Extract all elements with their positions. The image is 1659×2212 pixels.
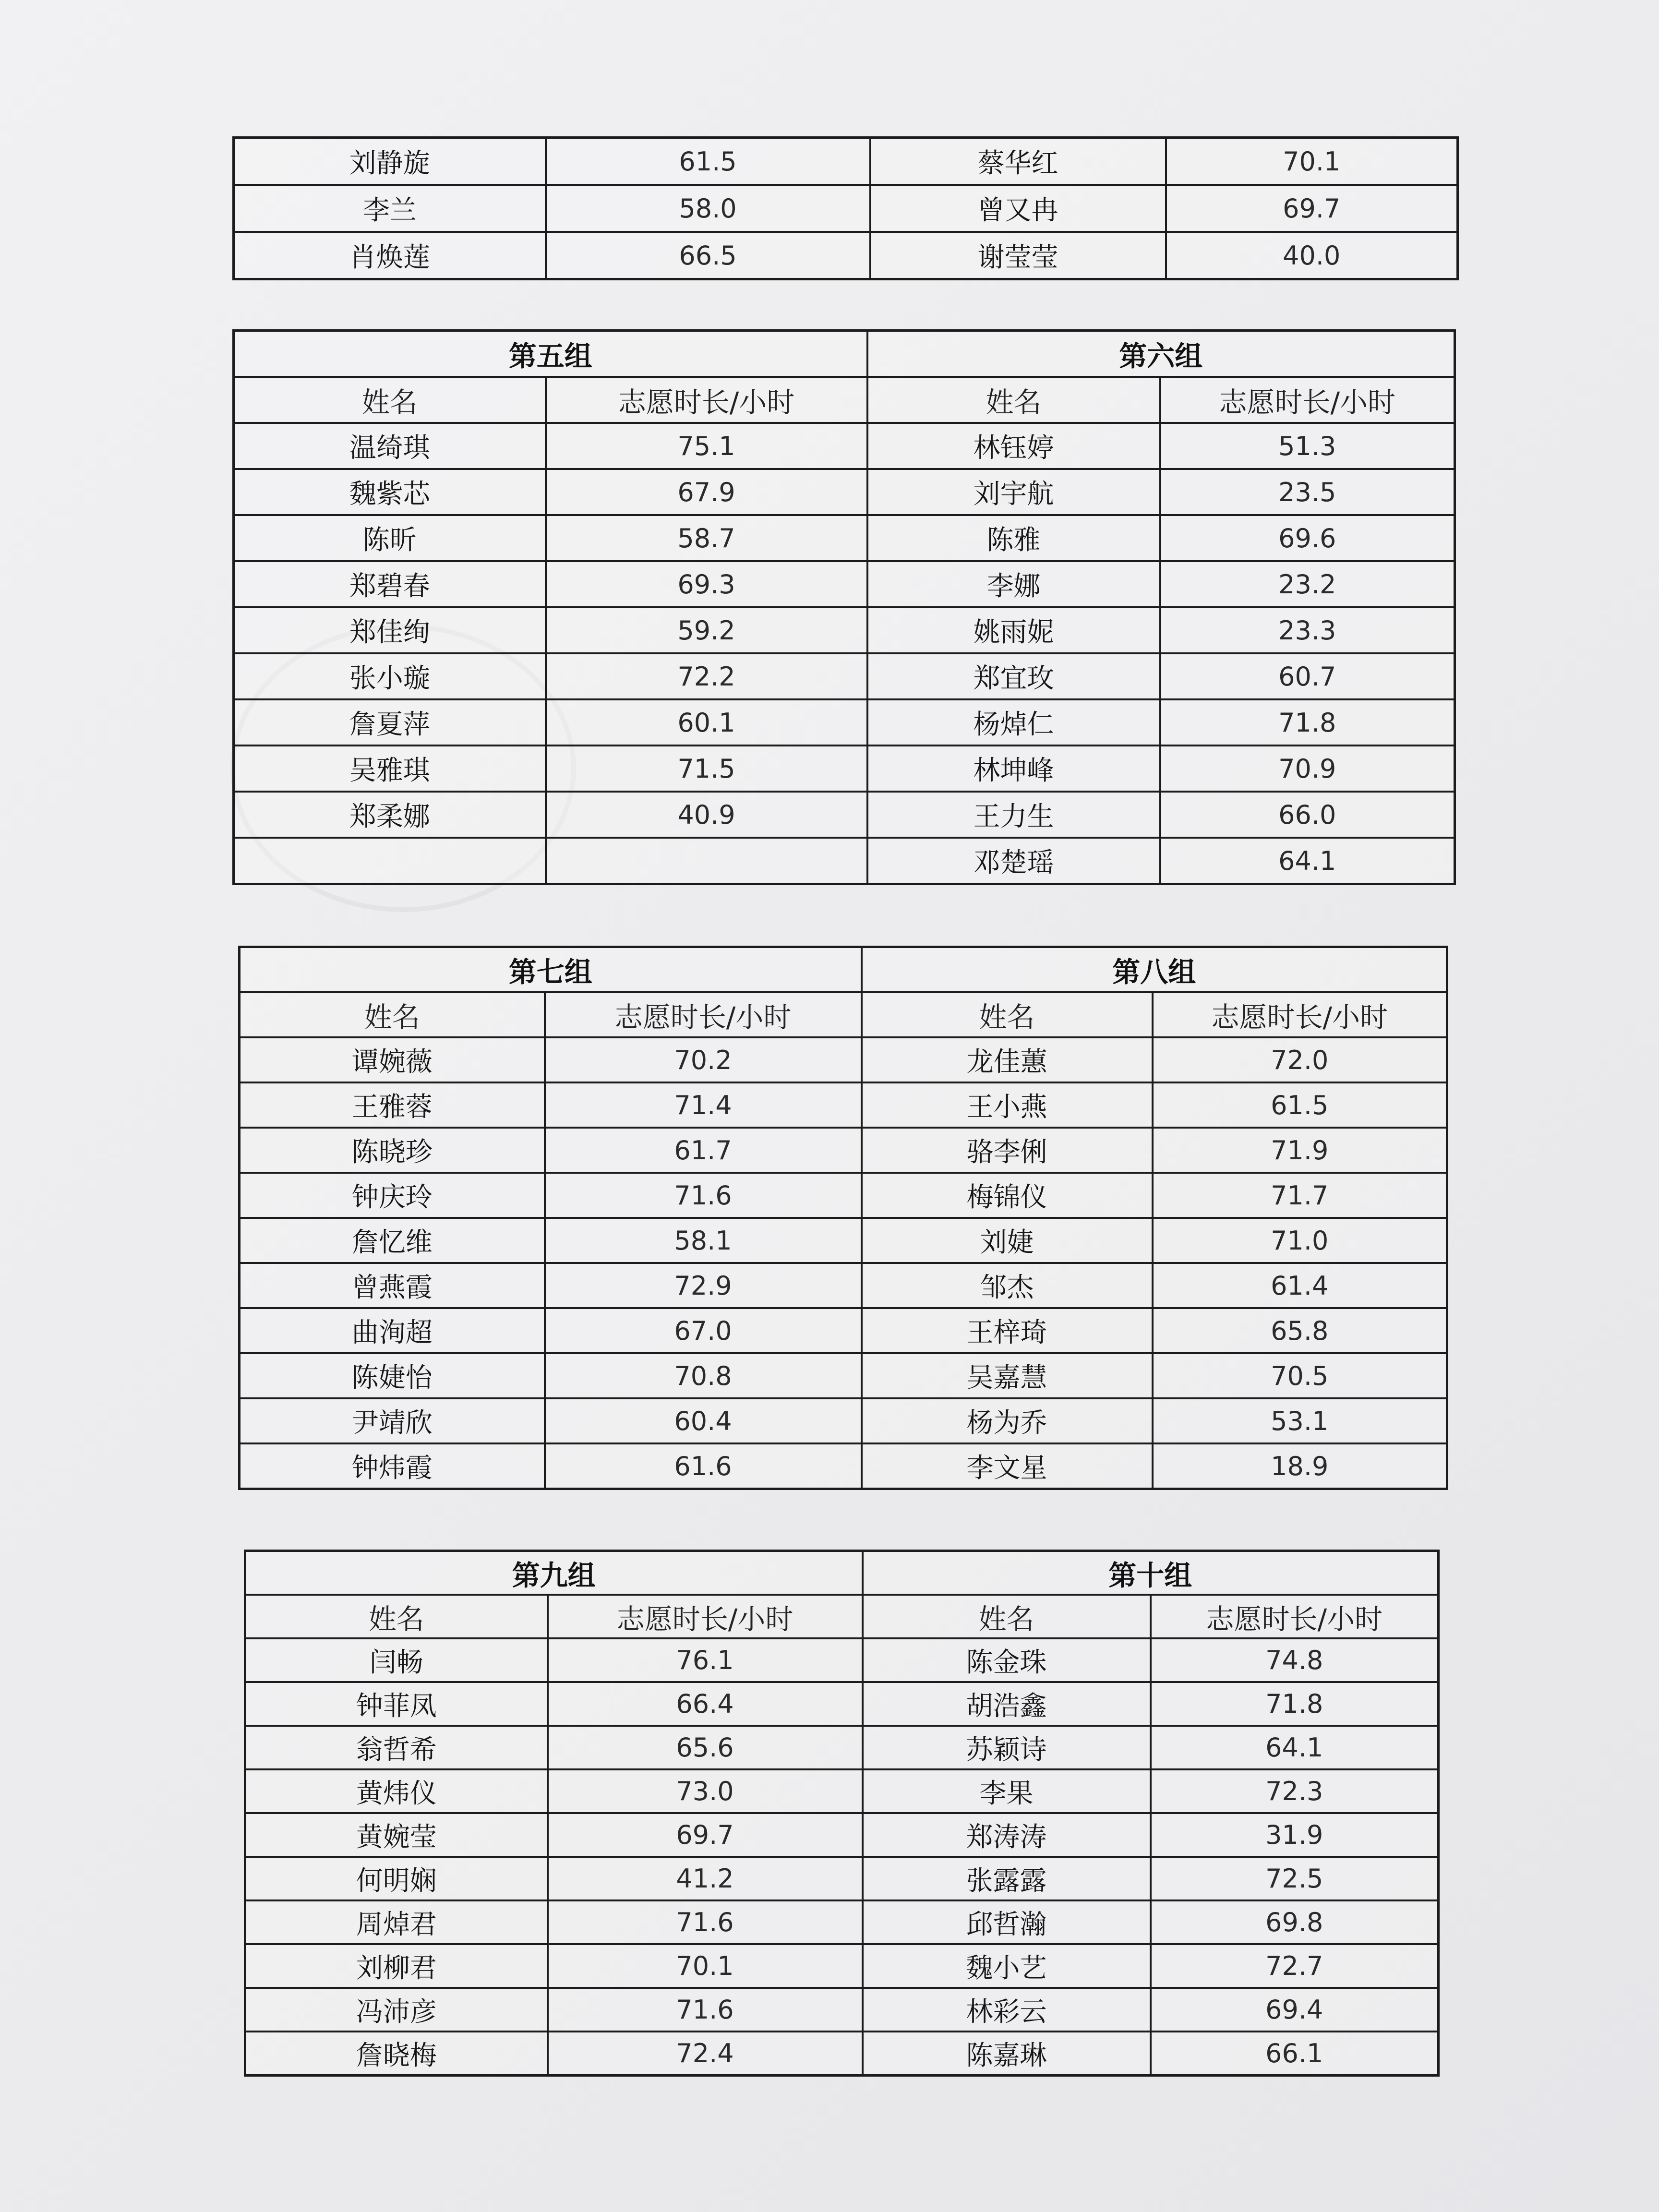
hours-value-cell: 61.4: [1153, 1263, 1447, 1308]
member-name-cell: 陈昕: [234, 515, 546, 561]
hours-value-cell: 66.5: [546, 232, 870, 279]
hours-value-cell: 61.5: [1153, 1082, 1447, 1128]
hours-value-cell: 58.1: [545, 1218, 862, 1263]
member-name-cell: 钟菲凤: [245, 1682, 548, 1726]
table-continuation: [232, 136, 1459, 280]
hours-value-cell: 69.4: [1151, 1988, 1439, 2032]
hours-value-cell: 71.0: [1153, 1218, 1447, 1263]
hours-value-cell: 67.9: [546, 469, 867, 515]
member-name-cell: 刘柳君: [245, 1944, 548, 1988]
member-name-cell: 黄炜仪: [245, 1769, 548, 1813]
table-row: [240, 1218, 1447, 1263]
member-name-cell: 魏紫芯: [234, 469, 546, 515]
member-name-cell: 温绮琪: [234, 423, 546, 469]
member-name-cell: 郑碧春: [234, 561, 546, 607]
hours-value-cell: 70.1: [548, 1944, 863, 1988]
member-name-cell: 林钰婷: [867, 423, 1160, 469]
hours-value-cell: 76.1: [548, 1638, 863, 1682]
member-name-cell: 王小燕: [862, 1082, 1153, 1128]
table-row: [234, 607, 1455, 653]
hours-value-cell: 69.7: [1166, 185, 1458, 232]
member-name-cell: 杨焯仁: [867, 699, 1160, 745]
hours-value-cell: 64.1: [1160, 838, 1455, 884]
hours-value-cell: 41.2: [548, 1857, 863, 1900]
member-name-cell: 吴雅琪: [234, 745, 546, 792]
hours-value-cell: 40.9: [546, 792, 867, 838]
member-name-cell: 郑佳绚: [234, 607, 546, 653]
hours-value-cell: 70.2: [545, 1037, 862, 1082]
group-header-row: [245, 1551, 1439, 1595]
table-row: [245, 1726, 1439, 1769]
column-header-name: 姓名: [245, 1595, 548, 1638]
hours-value-cell: 72.0: [1153, 1037, 1447, 1082]
table-row: [234, 185, 1458, 232]
member-name-cell: 陈雅: [867, 515, 1160, 561]
member-name-cell: 曾燕霞: [240, 1263, 545, 1308]
member-name-cell: 詹晓梅: [245, 2032, 548, 2076]
group-title-right: 第十组: [863, 1551, 1439, 1595]
hours-value-cell: 75.1: [546, 423, 867, 469]
table-row: [245, 1944, 1439, 1988]
hours-value-cell: 23.5: [1160, 469, 1455, 515]
column-header-name: 姓名: [863, 1595, 1151, 1638]
hours-value-cell: 61.5: [546, 138, 870, 185]
hours-value-cell: 72.5: [1151, 1857, 1439, 1900]
table-groups-7-8: [238, 946, 1448, 1490]
hours-value-cell: 71.6: [545, 1173, 862, 1218]
member-name-cell: 陈嘉琳: [863, 2032, 1151, 2076]
hours-value-cell: [546, 838, 867, 884]
member-name-cell: 魏小艺: [863, 1944, 1151, 1988]
member-name-cell: 李娜: [867, 561, 1160, 607]
table-row: [234, 423, 1455, 469]
hours-value-cell: 72.9: [545, 1263, 862, 1308]
hours-value-cell: 72.3: [1151, 1769, 1439, 1813]
member-name-cell: 邱哲瀚: [863, 1900, 1151, 1944]
member-name-cell: 胡浩鑫: [863, 1682, 1151, 1726]
member-name-cell: 陈婕怡: [240, 1353, 545, 1398]
member-name-cell: 林坤峰: [867, 745, 1160, 792]
hours-value-cell: 65.8: [1153, 1308, 1447, 1353]
hours-value-cell: 59.2: [546, 607, 867, 653]
hours-value-cell: 71.8: [1151, 1682, 1439, 1726]
column-header-name: 姓名: [867, 377, 1160, 423]
table-row: [240, 1128, 1447, 1173]
hours-value-cell: 71.5: [546, 745, 867, 792]
group-header-row: [240, 947, 1447, 993]
group-title-left: 第七组: [240, 947, 862, 993]
hours-value-cell: 66.0: [1160, 792, 1455, 838]
hours-value-cell: 74.8: [1151, 1638, 1439, 1682]
hours-value-cell: 71.4: [545, 1082, 862, 1128]
hours-value-cell: 60.7: [1160, 653, 1455, 699]
member-name-cell: 蔡华红: [870, 138, 1166, 185]
hours-value-cell: 61.6: [545, 1443, 862, 1489]
column-header-row: [245, 1595, 1439, 1638]
hours-value-cell: 72.7: [1151, 1944, 1439, 1988]
hours-value-cell: 71.9: [1153, 1128, 1447, 1173]
member-name-cell: 姚雨妮: [867, 607, 1160, 653]
hours-value-cell: 65.6: [548, 1726, 863, 1769]
table-row: [240, 1308, 1447, 1353]
member-name-cell: 冯沛彦: [245, 1988, 548, 2032]
member-name-cell: 何明娴: [245, 1857, 548, 1900]
member-name-cell: 郑柔娜: [234, 792, 546, 838]
table-row: [234, 838, 1455, 884]
member-name-cell: 邓楚瑶: [867, 838, 1160, 884]
hours-value-cell: 70.5: [1153, 1353, 1447, 1398]
member-name-cell: [234, 838, 546, 884]
group-title-left: 第五组: [234, 331, 867, 377]
member-name-cell: 詹夏萍: [234, 699, 546, 745]
member-name-cell: 钟庆玲: [240, 1173, 545, 1218]
member-name-cell: 刘静旋: [234, 138, 546, 185]
hours-value-cell: 66.4: [548, 1682, 863, 1726]
table-row: [234, 745, 1455, 792]
hours-value-cell: 67.0: [545, 1308, 862, 1353]
hours-value-cell: 58.7: [546, 515, 867, 561]
member-name-cell: 曲洵超: [240, 1308, 545, 1353]
hours-value-cell: 58.0: [546, 185, 870, 232]
member-name-cell: 李果: [863, 1769, 1151, 1813]
member-name-cell: 刘宇航: [867, 469, 1160, 515]
table-body: [234, 138, 1458, 279]
column-header-hours: 志愿时长/小时: [546, 377, 867, 423]
table-row: [245, 1638, 1439, 1682]
member-name-cell: 陈金珠: [863, 1638, 1151, 1682]
table-row: [234, 232, 1458, 279]
table-row: [245, 1769, 1439, 1813]
hours-value-cell: 18.9: [1153, 1443, 1447, 1489]
column-header-hours: 志愿时长/小时: [1151, 1595, 1439, 1638]
column-header-hours: 志愿时长/小时: [548, 1595, 863, 1638]
hours-value-cell: 72.4: [548, 2032, 863, 2076]
hours-value-cell: 23.2: [1160, 561, 1455, 607]
table-row: [245, 1813, 1439, 1857]
member-name-cell: 詹忆维: [240, 1218, 545, 1263]
member-name-cell: 肖焕莲: [234, 232, 546, 279]
table-row: [234, 469, 1455, 515]
member-name-cell: 谢莹莹: [870, 232, 1166, 279]
member-name-cell: 苏颖诗: [863, 1726, 1151, 1769]
member-name-cell: 张露露: [863, 1857, 1151, 1900]
table-row: [234, 792, 1455, 838]
member-name-cell: 郑涛涛: [863, 1813, 1151, 1857]
hours-value-cell: 71.6: [548, 1900, 863, 1944]
table-row: [245, 1682, 1439, 1726]
table-row: [234, 699, 1455, 745]
group-title-right: 第六组: [867, 331, 1455, 377]
table-row: [245, 1988, 1439, 2032]
table-body: [240, 1037, 1447, 1489]
column-header-hours: 志愿时长/小时: [1153, 992, 1447, 1037]
member-name-cell: 吴嘉慧: [862, 1353, 1153, 1398]
member-name-cell: 龙佳蕙: [862, 1037, 1153, 1082]
member-name-cell: 林彩云: [863, 1988, 1151, 2032]
hours-value-cell: 73.0: [548, 1769, 863, 1813]
table-row: [234, 138, 1458, 185]
table-body: [234, 423, 1455, 884]
table-row: [234, 653, 1455, 699]
member-name-cell: 王雅蓉: [240, 1082, 545, 1128]
member-name-cell: 陈晓珍: [240, 1128, 545, 1173]
hours-value-cell: 31.9: [1151, 1813, 1439, 1857]
table-row: [234, 561, 1455, 607]
table-row: [240, 1173, 1447, 1218]
hours-value-cell: 69.7: [548, 1813, 863, 1857]
member-name-cell: 钟炜霞: [240, 1443, 545, 1489]
column-header-hours: 志愿时长/小时: [545, 992, 862, 1037]
hours-value-cell: 40.0: [1166, 232, 1458, 279]
hours-value-cell: 23.3: [1160, 607, 1455, 653]
member-name-cell: 尹靖欣: [240, 1398, 545, 1443]
member-name-cell: 周焯君: [245, 1900, 548, 1944]
member-name-cell: 杨为乔: [862, 1398, 1153, 1443]
table-row: [234, 515, 1455, 561]
column-header-name: 姓名: [240, 992, 545, 1037]
hours-value-cell: 61.7: [545, 1128, 862, 1173]
table-row: [240, 1263, 1447, 1308]
hours-value-cell: 71.6: [548, 1988, 863, 2032]
group-title-right: 第八组: [862, 947, 1447, 993]
group-header-row: [234, 331, 1455, 377]
column-header-name: 姓名: [234, 377, 546, 423]
table-row: [245, 1900, 1439, 1944]
hours-value-cell: 64.1: [1151, 1726, 1439, 1769]
hours-value-cell: 71.8: [1160, 699, 1455, 745]
member-name-cell: 邹杰: [862, 1263, 1153, 1308]
column-header-row: [240, 992, 1447, 1037]
hours-value-cell: 70.9: [1160, 745, 1455, 792]
table-groups-9-10: [244, 1550, 1440, 2077]
member-name-cell: 刘婕: [862, 1218, 1153, 1263]
hours-value-cell: 53.1: [1153, 1398, 1447, 1443]
column-header-name: 姓名: [862, 992, 1153, 1037]
member-name-cell: 骆李俐: [862, 1128, 1153, 1173]
column-header-hours: 志愿时长/小时: [1160, 377, 1455, 423]
table-row: [240, 1398, 1447, 1443]
table-row: [240, 1082, 1447, 1128]
hours-value-cell: 72.2: [546, 653, 867, 699]
table-row: [245, 1857, 1439, 1900]
member-name-cell: 李文星: [862, 1443, 1153, 1489]
member-name-cell: 郑宜玫: [867, 653, 1160, 699]
table-row: [240, 1443, 1447, 1489]
member-name-cell: 谭婉薇: [240, 1037, 545, 1082]
hours-value-cell: 70.1: [1166, 138, 1458, 185]
member-name-cell: 李兰: [234, 185, 546, 232]
hours-value-cell: 60.4: [545, 1398, 862, 1443]
member-name-cell: 王力生: [867, 792, 1160, 838]
hours-value-cell: 60.1: [546, 699, 867, 745]
hours-value-cell: 71.7: [1153, 1173, 1447, 1218]
group-title-left: 第九组: [245, 1551, 863, 1595]
table-groups-5-6: [232, 329, 1456, 885]
hours-value-cell: 51.3: [1160, 423, 1455, 469]
table-row: [240, 1037, 1447, 1082]
hours-value-cell: 70.8: [545, 1353, 862, 1398]
table-body: [245, 1638, 1439, 2076]
hours-value-cell: 69.6: [1160, 515, 1455, 561]
member-name-cell: 张小璇: [234, 653, 546, 699]
member-name-cell: 闫畅: [245, 1638, 548, 1682]
member-name-cell: 王梓琦: [862, 1308, 1153, 1353]
member-name-cell: 黄婉莹: [245, 1813, 548, 1857]
member-name-cell: 曾又冉: [870, 185, 1166, 232]
table-row: [245, 2032, 1439, 2076]
hours-value-cell: 69.8: [1151, 1900, 1439, 1944]
hours-value-cell: 66.1: [1151, 2032, 1439, 2076]
member-name-cell: 梅锦仪: [862, 1173, 1153, 1218]
column-header-row: [234, 377, 1455, 423]
table-row: [240, 1353, 1447, 1398]
hours-value-cell: 69.3: [546, 561, 867, 607]
member-name-cell: 翁哲希: [245, 1726, 548, 1769]
